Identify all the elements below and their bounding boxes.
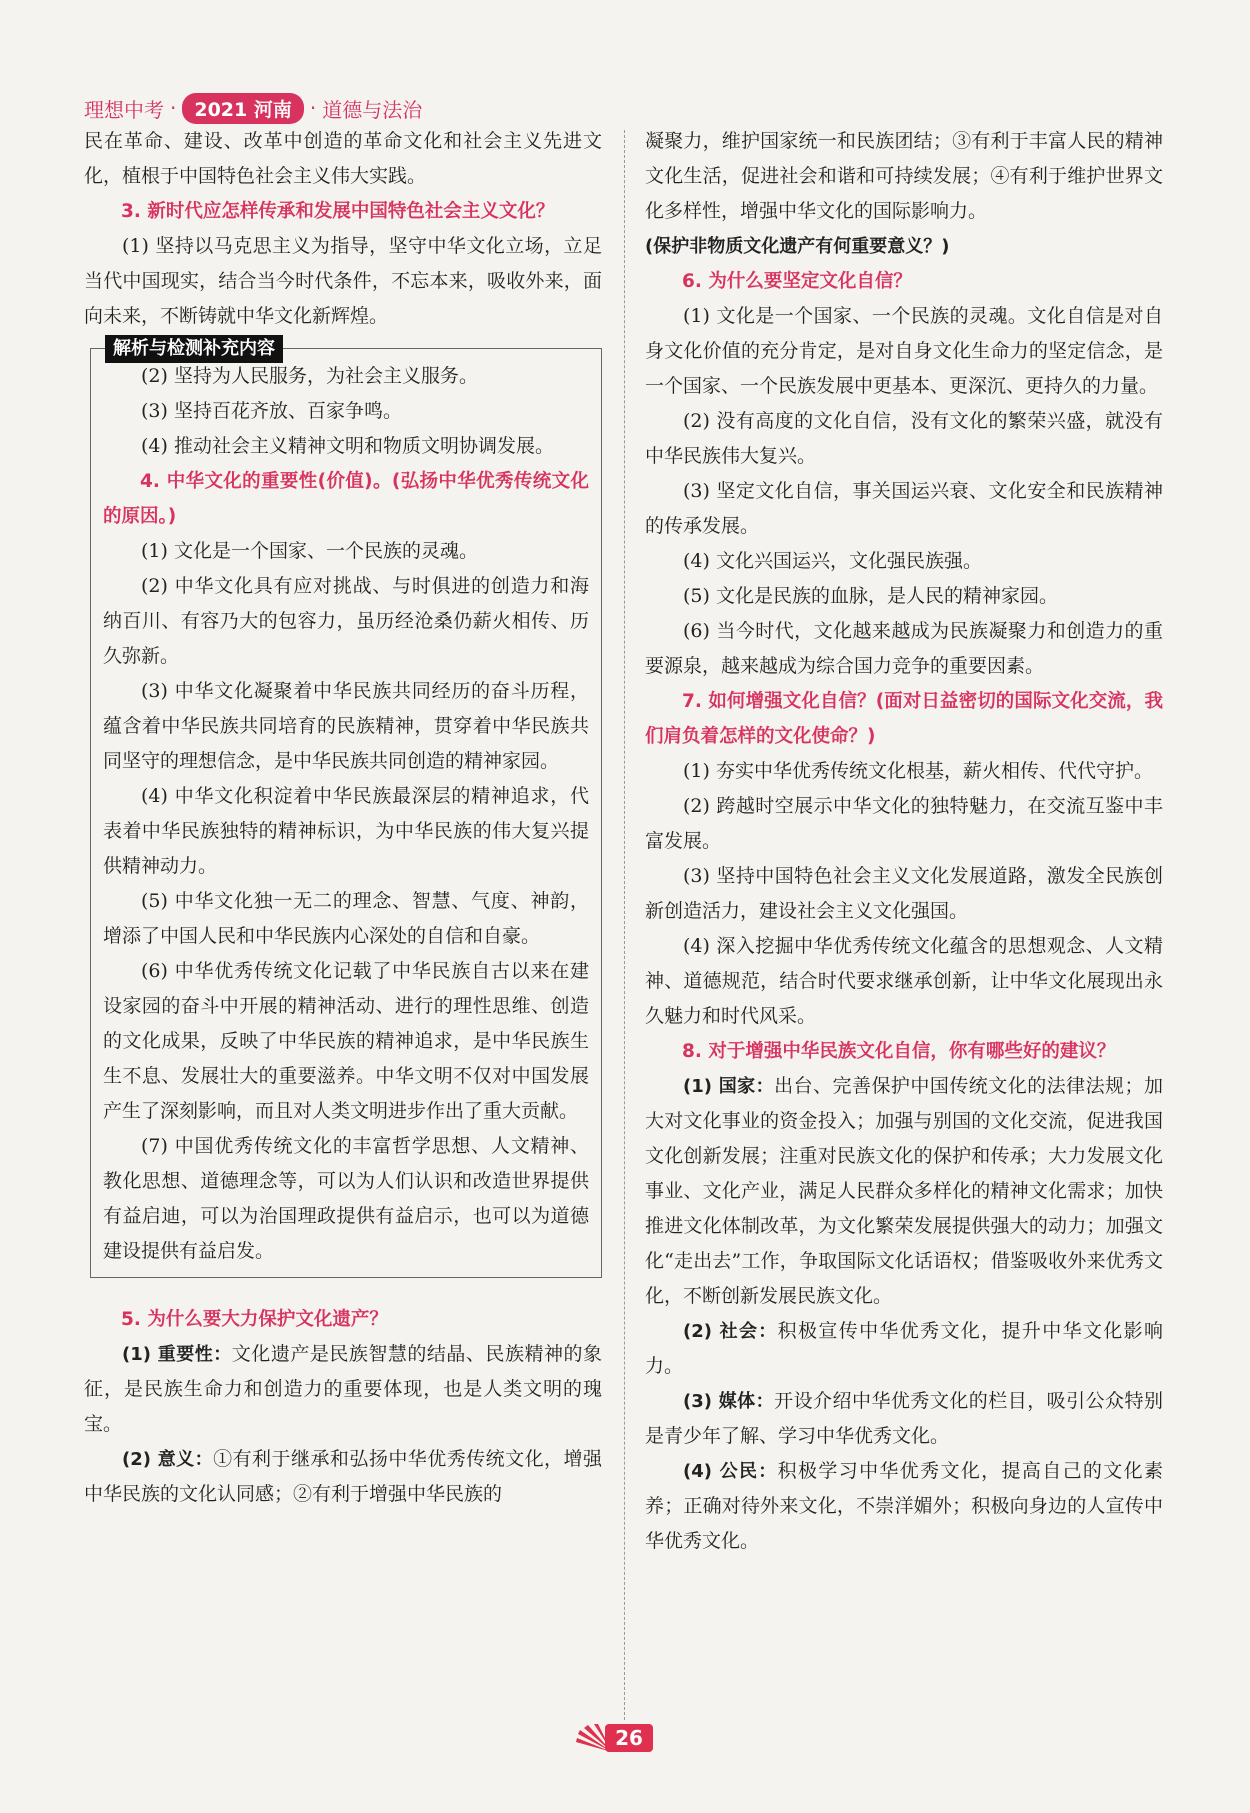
page-number bbox=[574, 1718, 674, 1758]
answer-item: (4) 深入挖掘中华优秀传统文化蕴含的思想观念、人文精神、道德规范，结合时代要求继承创新，让中华文化展现出永久魅力和时代风采。 bbox=[645, 935, 1163, 1027]
answer-item bbox=[84, 1337, 602, 1442]
answer-item: (5) 文化是民族的血脉，是人民的精神家园。 bbox=[683, 585, 1058, 607]
supplement-box bbox=[90, 338, 602, 1278]
subject-label: 道德与法治 bbox=[322, 97, 423, 122]
answer-item bbox=[84, 1442, 602, 1512]
answer-text: 出台、完善保护中国传统文化的法律法规；加大对文化事业的资金投入；加强与别国的文化交流，促进我国文化创新发展；注重对民族文化的保护和传承；大力发展文化事业、文化产业，满足人民群众多样化的精神文化需求；加快推进文化体制改革，为文化繁荣发展提供强大的动力；加强文化“走出去”工作，争取国际文化话语权；借鉴吸收外来优秀文化，不断创新发展民族文化。 bbox=[645, 1075, 1163, 1307]
year-region-badge: 2021 河南 bbox=[182, 93, 304, 124]
answer-item: (1) 文化是一个国家、一个民族的灵魂。文化自信是对自身文化价值的充分肯定，是对自身文化生命力的坚定信念，是一个国家、一个民族发展中更基本、更深沉、更持久的力量。 bbox=[645, 305, 1163, 397]
answer-item: (2) 中华文化具有应对挑战、与时俱进的创造力和海纳百川、有容乃大的包容力，虽历经沧桑仍薪火相传、历久弥新。 bbox=[103, 575, 589, 667]
answer-label: (1) 重要性： bbox=[122, 1344, 232, 1365]
paragraph: 凝聚力，维护国家统一和民族团结；③有利于丰富人民的精神文化生活，促进社会和谐和可持续发展；④有利于维护世界文化多样性，增强中华文化的国际影响力。 bbox=[645, 130, 1163, 222]
answer-item: (1) 坚持以马克思主义为指导，坚守中华文化立场，立足当代中国现实，结合当今时代条件，不忘本来，吸收外来，面向未来，不断铸就中华文化新辉煌。 bbox=[84, 235, 602, 327]
answer-item: (1) 文化是一个国家、一个民族的灵魂。 bbox=[141, 540, 478, 562]
page-number-label: 26 bbox=[605, 1724, 653, 1752]
answer-item bbox=[645, 1384, 1163, 1454]
answer-text: 文化遗产是民族智慧的结晶、民族精神的象征，是民族生命力和创造力的重要体现，也是人类文明的瑰宝。 bbox=[84, 1343, 602, 1435]
answer-item: (2) 坚持为人民服务，为社会主义服务。 bbox=[141, 365, 478, 387]
answer-item: (1) 夯实中华优秀传统文化根基，薪火相传、代代守护。 bbox=[683, 760, 1153, 782]
question-4: 4. 中华文化的重要性(价值)。(弘扬中华优秀传统文化的原因。) bbox=[103, 471, 589, 527]
answer-item: (3) 中华文化凝聚着中华民族共同经历的奋斗历程，蕴含着中华民族共同培育的民族精神，贯穿着中华民族共同坚守的理想信念，是中华民族共同创造的精神家园。 bbox=[103, 680, 589, 772]
page-header bbox=[84, 92, 422, 124]
answer-item: (4) 文化兴国运兴，文化强民族强。 bbox=[683, 550, 982, 572]
answer-item: (2) 没有高度的文化自信，没有文化的繁荣兴盛，就没有中华民族伟大复兴。 bbox=[645, 410, 1163, 467]
answer-label: (2) 意义： bbox=[122, 1449, 214, 1470]
answer-item: (3) 坚持中国特色社会主义文化发展道路，激发全民族创新创造活力，建设社会主义文化强国。 bbox=[645, 865, 1163, 922]
answer-item: (5) 中华文化独一无二的理念、智慧、气度、神韵，增添了中国人民和中华民族内心深处的自信和自豪。 bbox=[103, 890, 589, 947]
answer-item bbox=[645, 1069, 1163, 1314]
separator-dot: · bbox=[309, 96, 317, 120]
answer-item: (3) 坚定文化自信，事关国运兴衰、文化安全和民族精神的传承发展。 bbox=[645, 480, 1163, 537]
right-column bbox=[645, 124, 1163, 1559]
answer-item bbox=[645, 1454, 1163, 1559]
answer-label: (3) 媒体： bbox=[683, 1391, 775, 1412]
answer-item: (3) 坚持百花齐放、百家争鸣。 bbox=[141, 400, 402, 422]
answer-item bbox=[645, 1314, 1163, 1384]
question-6: 6. 为什么要坚定文化自信？ bbox=[682, 271, 912, 292]
answer-text: 积极宣传中华优秀文化，提升中华文化影响力。 bbox=[645, 1320, 1163, 1377]
supplement-box-title: 解析与检测补充内容 bbox=[105, 335, 283, 363]
answer-label: (1) 国家： bbox=[683, 1076, 775, 1097]
answer-text: ①有利于继承和弘扬中华优秀传统文化，增强中华民族的文化认同感；②有利于增强中华民族的 bbox=[84, 1448, 602, 1505]
separator-dot: · bbox=[170, 96, 177, 120]
answer-label: (2) 社会： bbox=[683, 1321, 778, 1342]
question-3: 3. 新时代应怎样传承和发展中国特色社会主义文化？ bbox=[121, 201, 555, 222]
answer-item: (6) 中华优秀传统文化记载了中华民族自古以来在建设家园的奋斗中开展的精神活动、进行的理性思维、创造的文化成果，反映了中华民族的精神追求，是中华民族生生不息、发展壮大的重要滋养。中华文明不仅对中国发展产生了深刻影响，而且对人类文明进步作出了重大贡献。 bbox=[103, 960, 589, 1122]
answer-item: (7) 中国优秀传统文化的丰富哲学思想、人文精神、教化思想、道德理念等，可以为人们认识和改造世界提供有益启迪，可以为治国理政提供有益启示，也可以为道德建设提供有益启发。 bbox=[103, 1135, 589, 1262]
answer-item: (4) 推动社会主义精神文明和物质文明协调发展。 bbox=[141, 435, 554, 457]
question-7: 7. 如何增强文化自信？(面对日益密切的国际文化交流，我们肩负着怎样的文化使命？) bbox=[645, 691, 1163, 747]
sub-question: (保护非物质文化遗产有何重要意义？) bbox=[645, 236, 950, 257]
paragraph: 民在革命、建设、改革中创造的革命文化和社会主义先进文化，植根于中国特色社会主义伟大实践。 bbox=[84, 130, 602, 187]
answer-label: (4) 公民： bbox=[683, 1461, 778, 1482]
answer-item: (6) 当今时代，文化越来越成为民族凝聚力和创造力的重要源泉，越来越成为综合国力竞争的重要因素。 bbox=[645, 620, 1163, 677]
answer-item: (2) 跨越时空展示中华文化的独特魅力，在交流互鉴中丰富发展。 bbox=[645, 795, 1163, 852]
question-8: 8. 对于增强中华民族文化自信，你有哪些好的建议？ bbox=[682, 1041, 1116, 1062]
answer-text: 积极学习中华优秀文化，提高自己的文化素养；正确对待外来文化，不崇洋媚外；积极向身边的人宣传中华优秀文化。 bbox=[645, 1460, 1163, 1552]
answer-item: (4) 中华文化积淀着中华民族最深层的精神追求，代表着中华民族独特的精神标识，为中华民族的伟大复兴提供精神动力。 bbox=[103, 785, 589, 877]
question-5: 5. 为什么要大力保护文化遗产？ bbox=[121, 1309, 388, 1330]
answer-text: 开设介绍中华优秀文化的栏目，吸引公众特别是青少年了解、学习中华优秀文化。 bbox=[645, 1390, 1163, 1447]
left-column bbox=[84, 124, 602, 1512]
brand-label: 理想中考 bbox=[84, 97, 164, 122]
column-divider bbox=[624, 130, 625, 1720]
